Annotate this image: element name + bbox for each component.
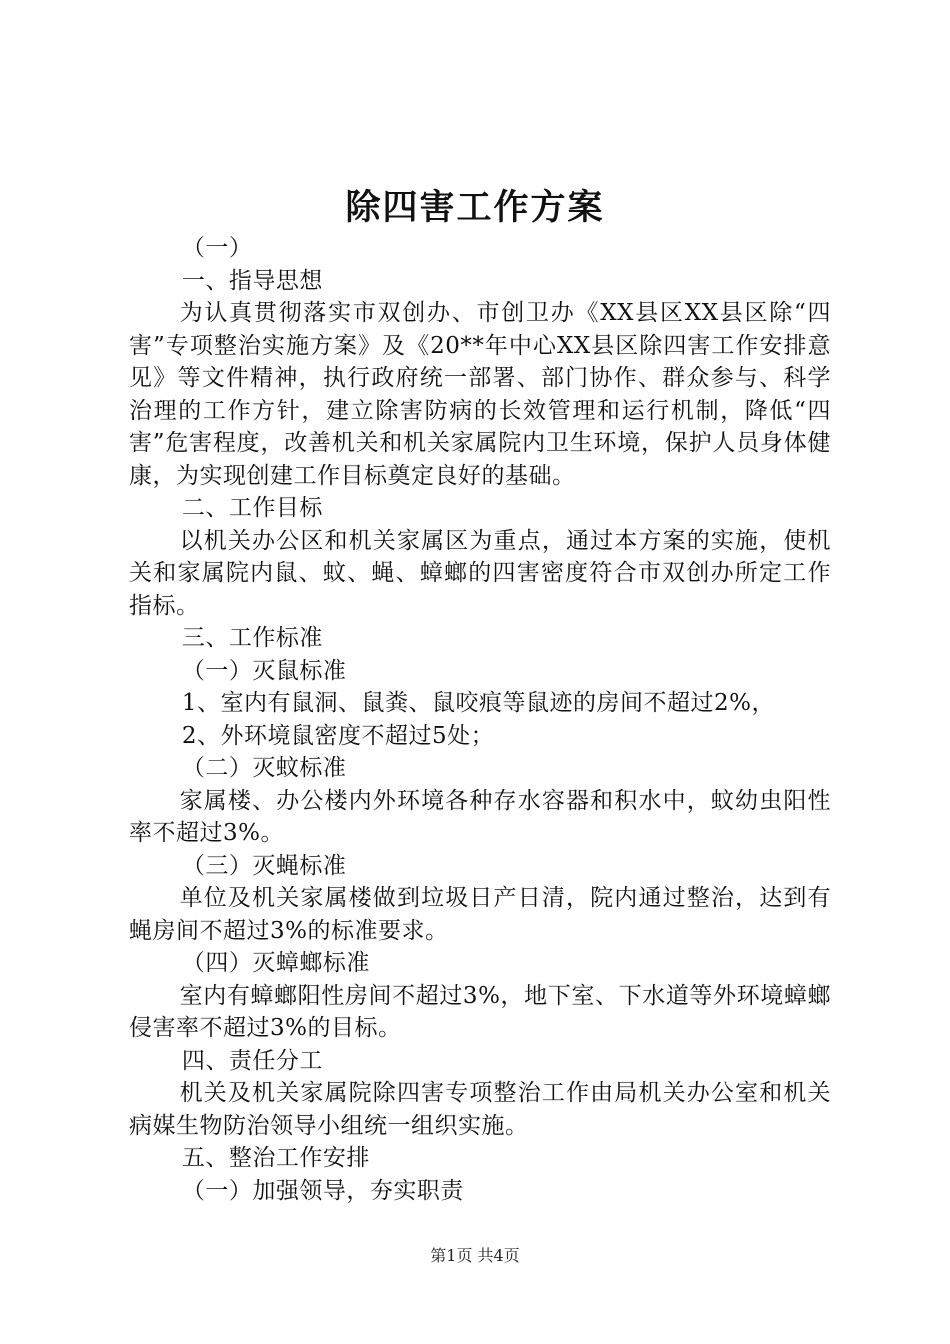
paragraph-work-goals: 以机关办公区和机关家属区为重点，通过本方案的实施，使机关和家属院内鼠、蚊、蝇、蟑螂的四害密度符合市双创办所定工作指标。 [129, 527, 831, 619]
paragraph-responsibility: 机关及机关家属院除四害专项整治工作由局机关办公室和机关病媒生物防治领导小组统一组织实施。 [129, 1080, 831, 1139]
heading-guiding-ideology: 一、指导思想 [181, 267, 323, 294]
subheading-rat-standard: （一）灭鼠标准 [181, 657, 347, 684]
document-body [129, 232, 831, 1207]
subheading-cockroach-standard: （四）灭蟑螂标准 [181, 950, 370, 976]
section-marker: （一） [181, 235, 253, 261]
heading-work-standards: 三、工作标准 [181, 625, 323, 651]
heading-work-goals: 二、工作目标 [181, 495, 323, 521]
document-title: 除四害工作方案 [345, 187, 605, 228]
paragraph-cockroach-standard: 室内有蟑螂阳性房间不超过3%，地下室、下水道等外环境蟑螂侵害率不超过3%的目标。 [129, 982, 831, 1041]
subheading-strengthen-leadership: （一）加强领导，夯实职责 [181, 1177, 464, 1204]
paragraph-fly-standard: 单位及机关家属楼做到垃圾日产日清，院内通过整治，达到有蝇房间不超过3%的标准要求。 [129, 885, 831, 944]
page-number-footer: 第1页 共4页 [430, 1246, 520, 1265]
heading-responsibility: 四、责任分工 [181, 1047, 323, 1074]
paragraph-guiding-ideology: 为认真贯彻落实市双创办、市创卫办《XX县区XX县区除“四害”专项整治实施方案》及《20**年中心XX县区除四害工作安排意见》等文件精神，执行政府统一部署、部门协作、群众参与、科学治理的工作方针，建立除害防病的长效管理和运行机制，降低“四害”危害程度，改善机关和机关家属院内卫生环境，保护人员身体健康，为实现创建工作目标奠定良好的基础。 [129, 300, 831, 489]
heading-work-arrangement: 五、整治工作安排 [181, 1145, 370, 1171]
rat-standard-item-2: 2、外环境鼠密度不超过5处； [181, 722, 495, 749]
paragraph-mosquito-standard: 家属楼、办公楼内外环境各种存水容器和积水中，蚊幼虫阳性率不超过3%。 [129, 787, 831, 846]
rat-standard-item-1: 1、室内有鼠洞、鼠粪、鼠咬痕等鼠迹的房间不超过2%， [181, 690, 776, 716]
subheading-fly-standard: （三）灭蝇标准 [181, 852, 347, 879]
subheading-mosquito-standard: （二）灭蚊标准 [181, 755, 347, 781]
